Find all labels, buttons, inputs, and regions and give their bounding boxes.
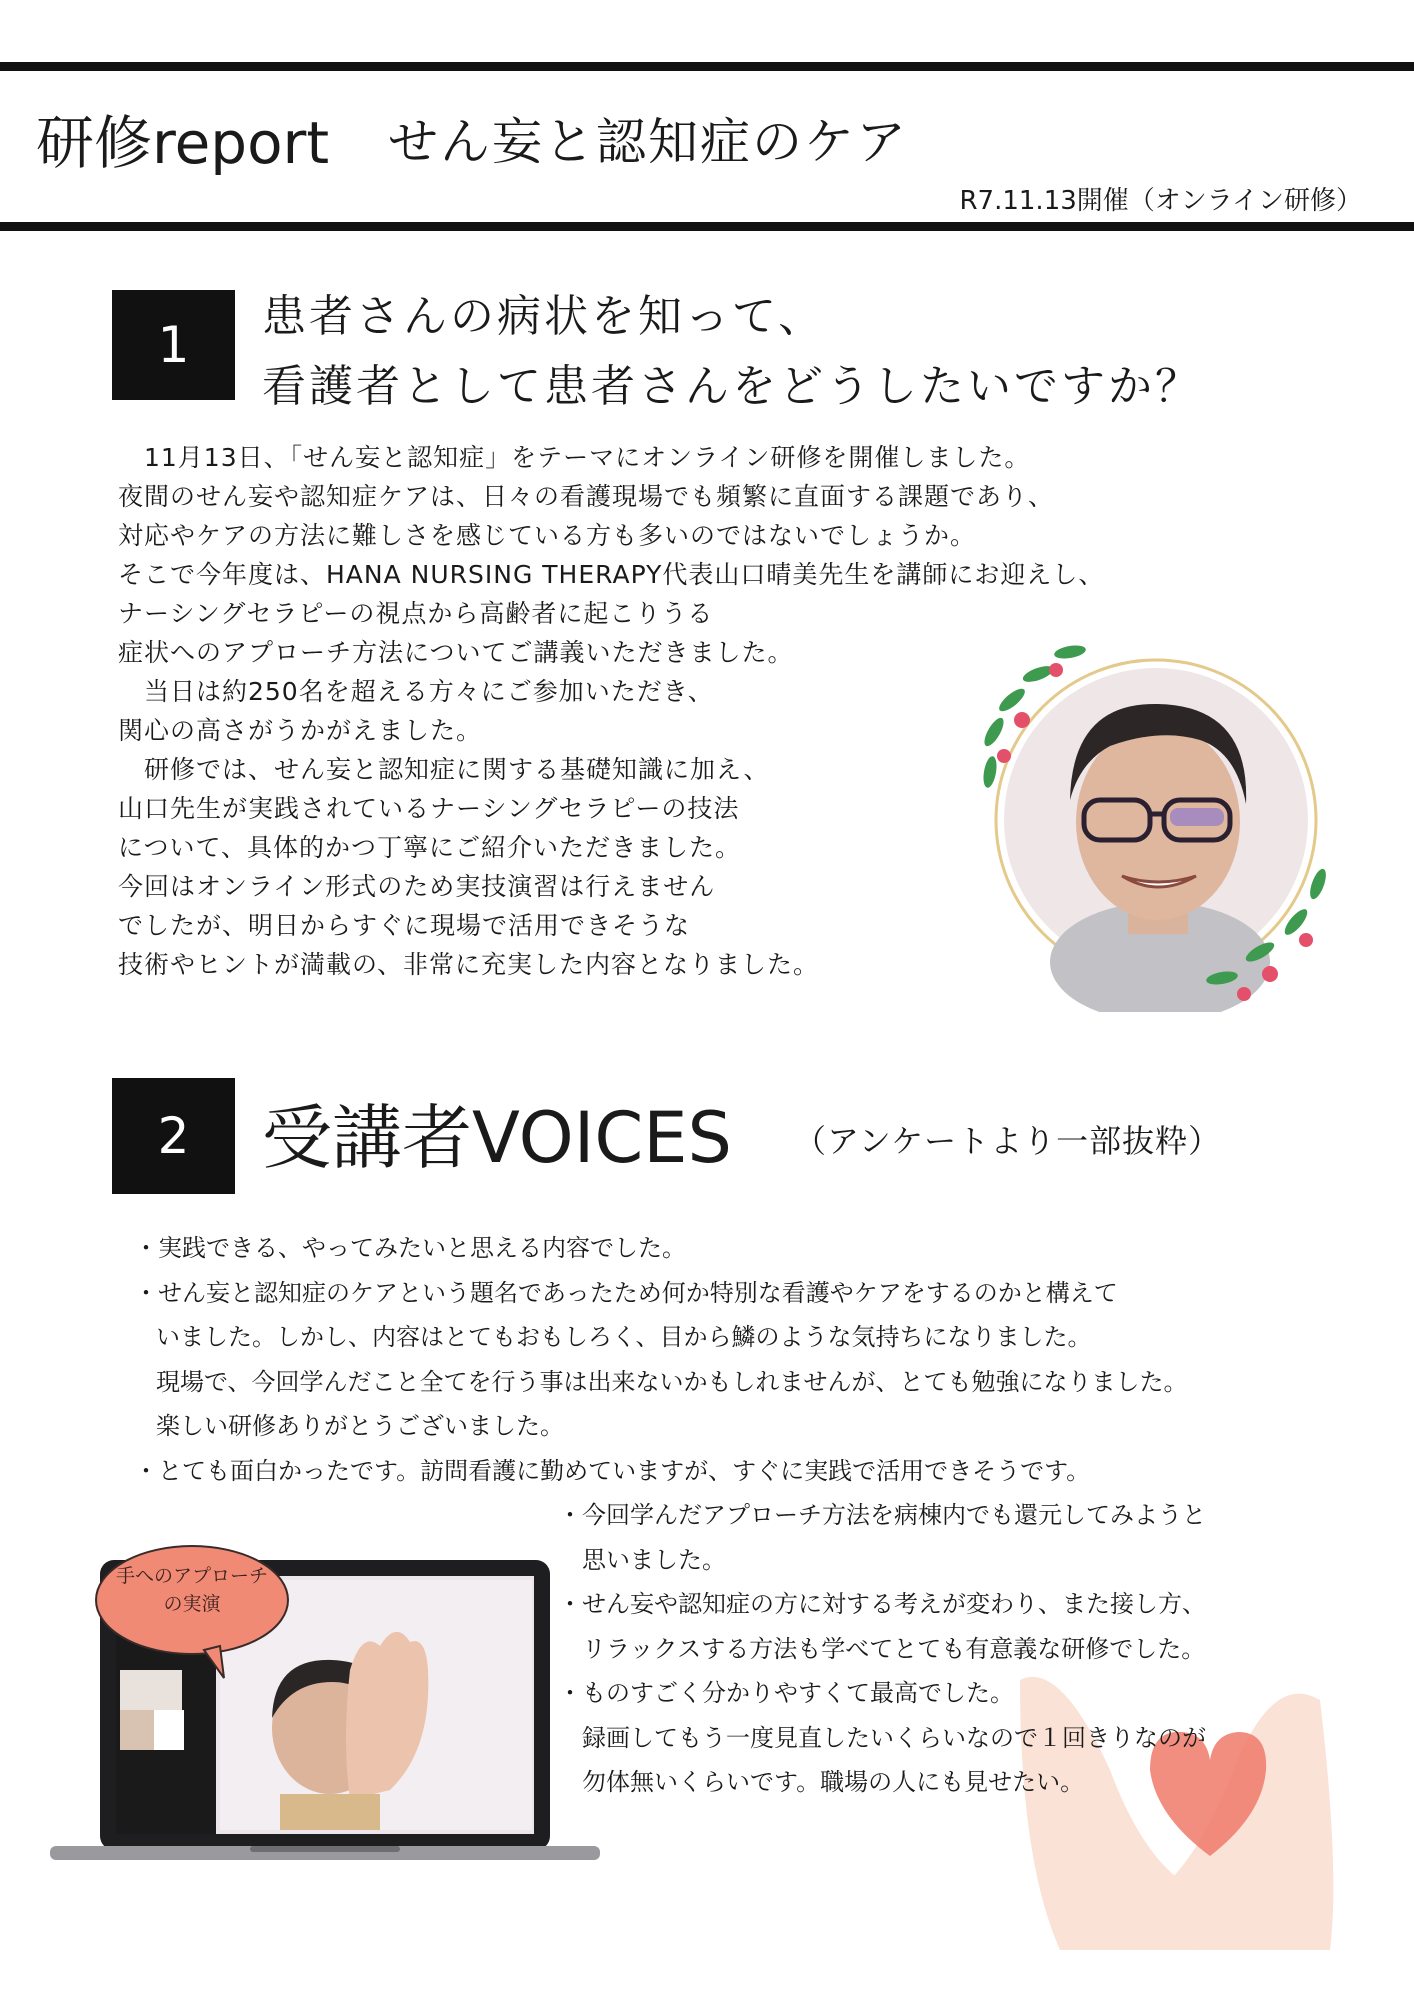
bubble-line: の実演: [163, 1593, 221, 1615]
body-line: でしたが、明日からすぐに現場で活用できそうな: [118, 911, 691, 940]
voices-list: [134, 1226, 1188, 1493]
body-line: について、具体的かつ丁寧にご紹介いただきました。: [118, 833, 742, 862]
voice-item: ・今回学んだアプローチ方法を病棟内でも還元してみようと: [558, 1501, 1206, 1529]
voice-item: ・とても面白かったです。訪問看護に勤めていますが、すぐに実践で活用できそうです。: [134, 1456, 1091, 1485]
body-line: 対応やケアの方法に難しさを感じている方も多いのではないでしょうか。: [118, 521, 977, 550]
voice-item: ・実践できる、やってみたいと思える内容でした。: [134, 1234, 686, 1262]
bubble-line: 手へのアプローチ: [115, 1565, 268, 1587]
section1-heading-line: 患者さんの病状を知って、: [262, 291, 826, 342]
voice-item: ・ものすごく分かりやすくて最高でした。: [558, 1679, 1014, 1707]
top-rule: [0, 62, 1414, 71]
voice-item-continued: 勿体無いくらいです。職場の人にも見せたい。: [582, 1768, 1085, 1796]
body-line: 関心の高さがうかがえました。: [118, 716, 483, 745]
voice-item-continued: 楽しい研修ありがとうございました。: [156, 1412, 564, 1440]
voice-item: ・せん妄と認知症のケアという題名であったため何か特別な看護やケアをするのかと構えて: [134, 1278, 1118, 1307]
voice-item-continued: 現場で、今回学んだこと全てを行う事は出来ないかもしれませんが、とても勉強になりました。: [156, 1367, 1188, 1396]
speech-bubble-text: [110, 1562, 274, 1618]
section2-note: （アンケートより一部抜粋）: [794, 1122, 1222, 1160]
section1-heading-line: 看護者として患者さんをどうしたいですか？: [262, 361, 1202, 412]
voices-list-right: [558, 1493, 1206, 1805]
lecturer-portrait: [960, 622, 1340, 1012]
voice-item-continued: いました。しかし、内容はとてもおもしろく、目から鱗のような気持ちになりました。: [156, 1323, 1092, 1351]
section1-heading: [262, 282, 1202, 422]
section2-heading: 受講者VOICES: [262, 1097, 732, 1179]
event-date: R7.11.13開催（オンライン研修）: [959, 186, 1362, 216]
page-title: 研修report: [36, 109, 330, 177]
body-line: 当日は約250名を超える方々にご参加いただき、: [118, 677, 714, 706]
section-number-1: 1: [112, 290, 235, 400]
voice-item-continued: 録画してもう一度見直したいくらいなので１回きりなのが: [582, 1723, 1206, 1752]
body-line: 夜間のせん妄や認知症ケアは、日々の看護現場でも頻繁に直面する課題であり、: [118, 482, 1055, 511]
voice-item-continued: 思いました。: [582, 1545, 726, 1574]
body-line: 症状へのアプローチ方法についてご講義いただきました。: [118, 638, 794, 667]
section-number-2: 2: [112, 1078, 235, 1194]
body-line: 研修では、せん妄と認知症に関する基礎知識に加え、: [118, 755, 770, 784]
body-line: 11月13日、「せん妄と認知症」をテーマにオンライン研修を開催しました。: [118, 443, 1031, 472]
body-line: ナーシングセラピーの視点から高齢者に起こりうる: [118, 599, 714, 628]
bottom-rule: [0, 222, 1414, 231]
body-line: 山口先生が実践されているナーシングセラピーの技法: [118, 794, 740, 823]
body-line: 今回はオンライン形式のため実技演習は行えません: [118, 872, 716, 901]
page-subtitle: せん妄と認知症のケア: [388, 113, 908, 171]
voice-item-continued: リラックスする方法も学べてとても有意義な研修でした。: [582, 1634, 1206, 1663]
body-line: そこで今年度は、HANA NURSING THERAPY代表山口晴美先生を講師にお迎えし、: [118, 560, 1105, 589]
body-line: 技術やヒントが満載の、非常に充実した内容となりました。: [118, 950, 820, 979]
voice-item: ・せん妄や認知症の方に対する考えが変わり、また接し方、: [558, 1590, 1206, 1618]
